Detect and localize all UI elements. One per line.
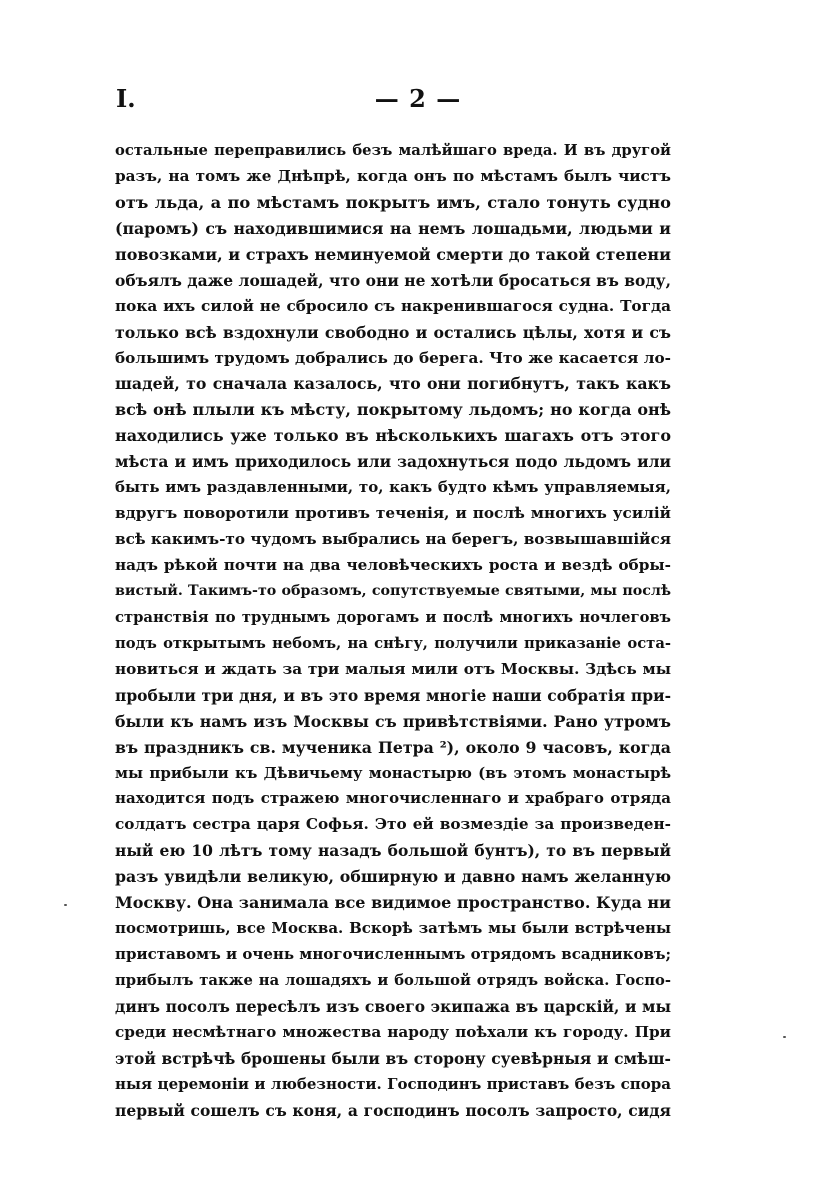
- print-speck: [783, 1036, 786, 1038]
- text-line: были къ намъ изъ Москвы съ привѣтствіями. Рано утромъ: [115, 711, 671, 731]
- text-line: ный ею 10 лѣтъ тому назадъ большой бунтъ), то въ первый: [115, 841, 671, 861]
- text-line: разъ увидѣли великую, обширную и давно намъ желанную: [115, 867, 671, 887]
- text-line: шадей, то сначала казалось, что они погибнутъ, такъ какъ: [115, 374, 671, 394]
- text-line: объялъ даже лошадей, что они не хотѣли бросаться въ воду,: [115, 270, 671, 290]
- text-line: (паромъ) съ находившимися на немъ лошадьми, людьми и: [115, 218, 671, 238]
- text-line: мы прибыли къ Дѣвичьему монастырю (въ этомъ монастырѣ: [115, 763, 671, 782]
- text-line: вистый. Такимъ-то образомъ, сопутствуемые святыми, мы послѣ: [115, 582, 671, 599]
- page-number: — 2 —: [374, 84, 462, 113]
- text-line: среди несмѣтнаго множества народу поѣхали къ городу. При: [115, 1022, 671, 1041]
- text-line: въ праздникъ св. мученика Петра ²), около 9 часовъ, когда: [115, 737, 671, 757]
- text-line: повозками, и страхъ неминуемой смерти до такой степени: [115, 244, 671, 264]
- text-line: пока ихъ силой не сбросило съ накренившагося судна. Тогда: [115, 296, 671, 315]
- text-line: находится подъ стражею многочисленнаго и храбраго отряда: [115, 789, 671, 808]
- text-line: новиться и ждать за три малыя мили отъ Москвы. Здѣсь мы: [115, 659, 671, 678]
- text-line: всѣ онѣ плыли къ мѣсту, покрытому льдомъ; но когда онѣ: [115, 400, 671, 420]
- page-header: [110, 84, 726, 124]
- text-line: приставомъ и очень многочисленнымъ отрядомъ всадниковъ;: [115, 945, 671, 964]
- text-line: солдатъ сестра царя Софья. Это ей возмездіе за произведен-: [115, 815, 671, 834]
- text-line: ныя церемоніи и любезности. Господинъ приставъ безъ спора: [115, 1074, 671, 1093]
- body-text: [115, 138, 671, 1124]
- text-line: этой встрѣчѣ брошены были въ сторону суевѣрныя и смѣш-: [115, 1048, 671, 1068]
- text-line: мѣста и имъ приходилось или задохнуться подо льдомъ или: [115, 452, 671, 472]
- text-line: первый сошелъ съ коня, а господинъ посолъ запросто, сидя: [115, 1100, 671, 1120]
- text-line: только всѣ вздохнули свободно и остались цѣлы, хотя и съ: [115, 322, 671, 342]
- text-line: отъ льда, а по мѣстамъ покрытъ имъ, стало тонуть судно: [115, 192, 671, 212]
- text-line: вдругъ поворотили противъ теченія, и послѣ многихъ усилій: [115, 504, 671, 523]
- text-line: разъ, на томъ же Днѣпрѣ, когда онъ по мѣстамъ былъ чистъ: [115, 166, 671, 185]
- text-line: прибылъ также на лошадяхъ и большой отрядъ войска. Госпо-: [115, 972, 671, 989]
- print-speck: [64, 904, 67, 906]
- text-line: Москву. Она занимала все видимое пространство. Куда ни: [115, 893, 671, 913]
- text-line: надъ рѣкой почти на два человѣческихъ роста и вездѣ обры-: [115, 556, 671, 574]
- text-line: подъ открытымъ небомъ, на снѣгу, получили приказаніе оста-: [115, 634, 671, 652]
- text-line: быть имъ раздавленными, то, какъ будто кѣмъ управляемыя,: [115, 478, 671, 497]
- text-line: странствія по труднымъ дорогамъ и послѣ многихъ ночлеговъ: [115, 608, 671, 626]
- text-line: всѣ какимъ-то чудомъ выбрались на берегъ, возвышавшійся: [115, 530, 672, 549]
- section-number: I.: [116, 84, 136, 113]
- text-line: остальные переправились безъ малѣйшаго вреда. И въ другой: [115, 142, 671, 159]
- text-line: посмотришь, все Москва. Вскорѣ затѣмъ мы были встрѣчены: [115, 919, 671, 938]
- text-line: динъ посолъ пересѣлъ изъ своего экипажа въ царскій, и мы: [115, 996, 671, 1016]
- text-line: пробыли три дня, и въ это время многіе наши собратія при-: [115, 685, 671, 705]
- text-line: большимъ трудомъ добрались до берега. Что же касается ло-: [115, 348, 671, 367]
- text-line: находились уже только въ нѣсколькихъ шагахъ отъ этого: [115, 426, 671, 446]
